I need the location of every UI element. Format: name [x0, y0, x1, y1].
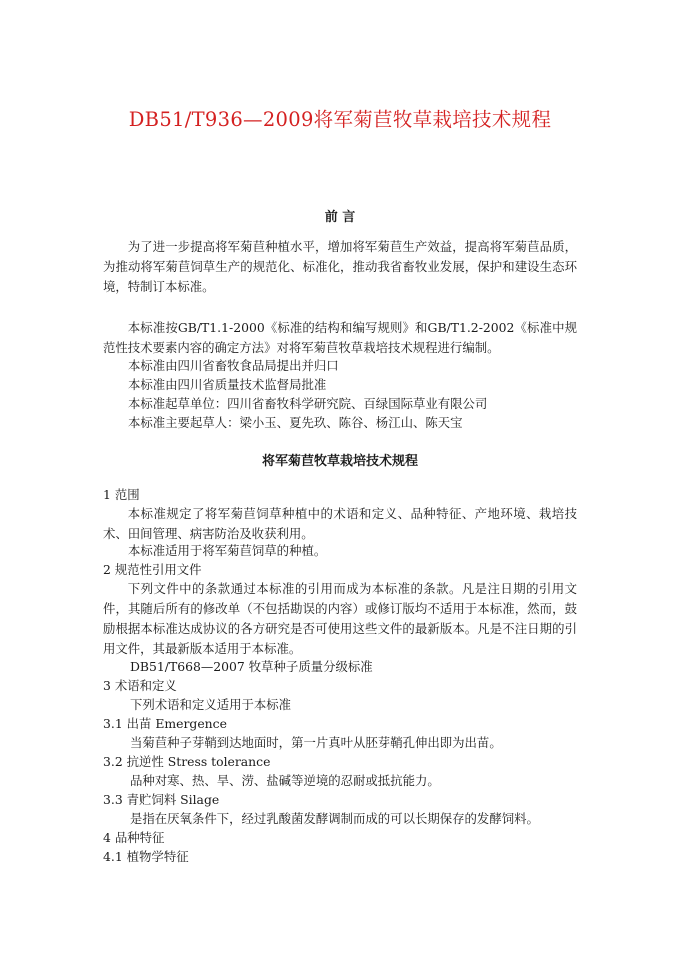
foreword-paragraph-1: 为了进一步提高将军菊苣种植水平，增加将军菊苣生产效益，提高将军菊苣品质，为推动将军菊苣饲草生产的规范化、标准化，推动我省畜牧业发展，保护和建设生态环境，特制订本标准。 [103, 239, 577, 294]
section-1-paragraph-1: 本标准规定了将军菊苣饲草种植中的术语和定义、品种特征、产地环境、栽培技术、田间管理、病害防治及收获利用。 [103, 506, 577, 541]
foreword-drafting-unit-line: 本标准起草单位：四川省畜牧科学研究院、百绿国际草业有限公司 [128, 396, 488, 411]
section-1-paragraph-2: 本标准适用于将军菊苣饲草的种植。 [128, 543, 327, 558]
section-1-title: 1 范围 [103, 487, 140, 502]
foreword-drafters-line: 本标准主要起草人：梁小玉、夏先玖、陈谷、杨江山、陈天宝 [128, 415, 463, 430]
section-3-2-title: 3.2 抗逆性 Stress tolerance [103, 754, 271, 769]
foreword-paragraph-2: 本标准按GB/T1.1-2000《标准的结构和编写规则》和GB/T1.2-2002《标准中规范性技术要素内容的确定方法》对将军菊苣牧草栽培技术规程进行编制。 [103, 320, 577, 355]
section-3-3-text: 是指在厌氧条件下，经过乳酸菌发酵调制而成的可以长期保存的发酵饲料。 [130, 811, 539, 826]
section-2-paragraph-1: 下列文件中的条款通过本标准的引用而成为本标准的条款。凡是注日期的引用文件，其随后所有的修改单（不包括勘误的内容）或修订版均不适用于本标准，然而，鼓励根据本标准达成协议的各方研究是否可使用这些文件的最新版本。凡是不注日期的引用文件，其最新版本适用于本标准。 [103, 581, 577, 656]
section-2-title: 2 规范性引用文件 [103, 562, 202, 577]
foreword-heading: 前 言 [324, 210, 356, 225]
section-4-title: 4 品种特征 [103, 830, 165, 845]
section-3-1-title: 3.1 出苗 Emergence [103, 716, 227, 731]
section-4-1-title: 4.1 植物学特征 [103, 849, 189, 864]
section-3-intro: 下列术语和定义适用于本标准 [130, 697, 292, 712]
foreword-approver-line: 本标准由四川省质量技术监督局批准 [128, 377, 327, 392]
document-title: DB51/T936—2009将军菊苣牧草栽培技术规程 [128, 108, 552, 131]
section-3-1-text: 当菊苣种子芽鞘到达地面时，第一片真叶从胚芽鞘孔伸出即为出苗。 [130, 735, 502, 750]
section-2-reference: DB51/T668—2007 牧草种子质量分级标准 [130, 659, 373, 674]
foreword-proposer-line: 本标准由四川省畜牧食品局提出并归口 [128, 358, 339, 373]
standard-heading: 将军菊苣牧草栽培技术规程 [261, 454, 418, 469]
section-3-title: 3 术语和定义 [103, 678, 177, 693]
section-3-2-text: 品种对寒、热、旱、涝、盐碱等逆境的忍耐或抵抗能力。 [130, 773, 440, 788]
section-3-3-title: 3.3 青贮饲料 Silage [103, 792, 220, 807]
